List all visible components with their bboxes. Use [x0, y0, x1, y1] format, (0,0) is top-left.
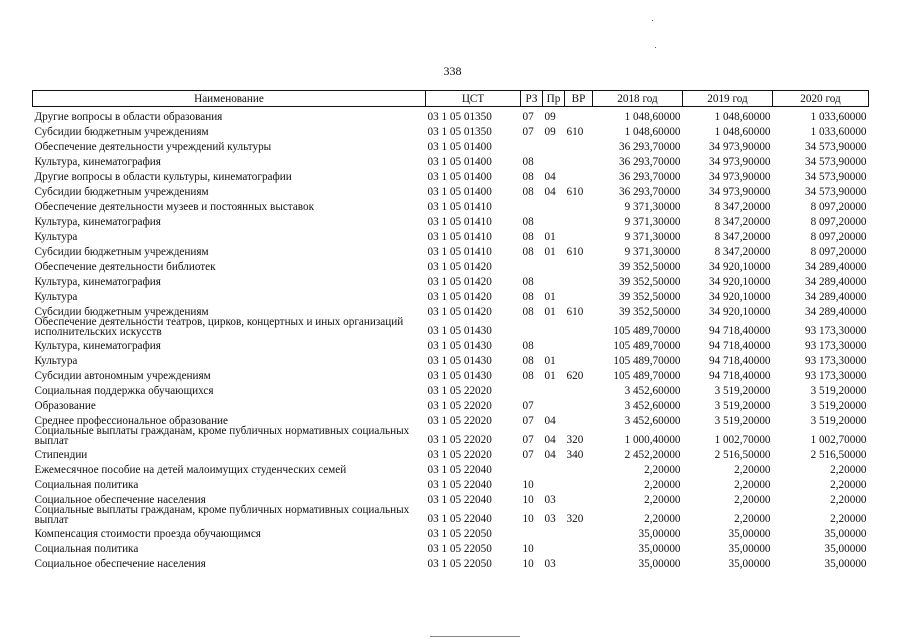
cell-y2019: 34 973,90000 — [708, 141, 771, 153]
header-2019: 2019 год — [683, 91, 773, 107]
cell-y2020: 2 516,50000 — [810, 449, 867, 461]
cell-y2018: 9 371,30000 — [624, 231, 681, 243]
cell-pr — [543, 397, 565, 412]
cell-rz: 08 — [522, 156, 534, 168]
cell-pr: 01 — [544, 306, 556, 318]
table-body — [33, 107, 869, 571]
cell-y2020: 93 173,30000 — [804, 370, 867, 382]
cell-y2020: 34 573,90000 — [804, 141, 867, 153]
cell-cst: 03 1 05 01430 — [427, 355, 492, 367]
cell-y2018: 9 371,30000 — [624, 201, 681, 213]
cell-rz: 10 — [522, 558, 534, 570]
cell-y2019: 34 920,10000 — [708, 291, 771, 303]
cell-vr — [565, 273, 593, 288]
cell-name: Обеспечение деятельности театров, цирков, концертных и иных организаций исполнительских искусств — [34, 316, 404, 338]
cell-y2019: 2,20000 — [734, 479, 771, 491]
table-row — [33, 168, 869, 183]
table-row — [33, 107, 869, 124]
cell-cst: 03 1 05 22040 — [427, 513, 492, 525]
scan-edge-mark — [430, 636, 520, 637]
cell-y2019: 94 718,40000 — [708, 340, 771, 352]
table-row — [33, 183, 869, 198]
cell-vr — [565, 337, 593, 352]
cell-y2020: 1 033,60000 — [810, 126, 867, 138]
cell-name: Ежемесячное пособие на детей малоимущих студенческих семей — [34, 464, 347, 476]
cell-name: Социальная политика — [34, 543, 139, 555]
cell-y2019: 1 048,60000 — [714, 126, 771, 138]
cell-y2019: 1 048,60000 — [714, 111, 771, 123]
cell-name: Субсидии бюджетным учреждениям — [34, 246, 209, 258]
cell-pr: 03 — [544, 494, 556, 506]
cell-cst: 03 1 05 01350 — [427, 126, 492, 138]
cell-rz: 08 — [522, 246, 534, 258]
cell-vr — [565, 318, 593, 337]
cell-y2019: 3 519,20000 — [714, 415, 771, 427]
cell-vr — [565, 555, 593, 570]
cell-y2020: 8 097,20000 — [810, 246, 867, 258]
header-pr: Пр — [543, 91, 565, 107]
cell-cst: 03 1 05 22040 — [427, 494, 492, 506]
cell-vr — [565, 540, 593, 555]
cell-vr — [565, 352, 593, 367]
cell-cst: 03 1 05 01400 — [427, 156, 492, 168]
cell-y2019: 34 920,10000 — [708, 261, 771, 273]
table-row — [33, 382, 869, 397]
cell-rz — [521, 138, 543, 153]
table-row — [33, 243, 869, 258]
cell-name: Культура, кинематография — [34, 156, 161, 168]
cell-y2020: 3 519,20000 — [810, 385, 867, 397]
cell-pr: 04 — [544, 449, 556, 461]
cell-name: Социальные выплаты гражданам, кроме публичных нормативных социальных выплат — [34, 504, 410, 526]
cell-y2019: 2,20000 — [734, 494, 771, 506]
cell-y2018: 2,20000 — [644, 464, 681, 476]
cell-vr: 610 — [566, 186, 584, 198]
table-row — [33, 555, 869, 570]
cell-pr — [543, 213, 565, 228]
cell-name: Социальное обеспечение населения — [34, 558, 206, 570]
cell-pr: 09 — [544, 126, 556, 138]
cell-pr: 03 — [544, 558, 556, 570]
cell-y2020: 2,20000 — [830, 464, 867, 476]
cell-y2018: 3 452,60000 — [624, 415, 681, 427]
cell-y2020: 34 289,40000 — [804, 291, 867, 303]
cell-y2020: 34 573,90000 — [804, 171, 867, 183]
cell-cst: 03 1 05 01420 — [427, 291, 492, 303]
table-row — [33, 337, 869, 352]
cell-name: Компенсация стоимости проезда обучающимся — [34, 528, 261, 540]
header-2018: 2018 год — [593, 91, 683, 107]
cell-y2018: 39 352,50000 — [618, 306, 681, 318]
cell-vr: 610 — [566, 246, 584, 258]
cell-y2018: 36 293,70000 — [618, 171, 681, 183]
cell-y2019: 34 973,90000 — [708, 156, 771, 168]
cell-rz: 08 — [522, 370, 534, 382]
cell-name: Культура, кинематография — [34, 340, 161, 352]
cell-cst: 03 1 05 22020 — [427, 434, 492, 446]
cell-y2019: 8 347,20000 — [714, 216, 771, 228]
cell-pr: 01 — [544, 355, 556, 367]
header-name: Наименование — [33, 91, 426, 107]
cell-y2019: 1 002,70000 — [714, 434, 771, 446]
cell-vr — [565, 476, 593, 491]
cell-vr — [565, 288, 593, 303]
cell-y2020: 3 519,20000 — [810, 415, 867, 427]
cell-name: Культура, кинематография — [34, 216, 161, 228]
cell-y2018: 39 352,50000 — [618, 276, 681, 288]
cell-y2018: 3 452,60000 — [624, 385, 681, 397]
cell-vr — [565, 198, 593, 213]
cell-y2020: 2,20000 — [830, 513, 867, 525]
cell-cst: 03 1 05 01420 — [427, 261, 492, 273]
cell-vr — [565, 153, 593, 168]
budget-table — [32, 90, 869, 570]
cell-name: Субсидии бюджетным учреждениям — [34, 306, 209, 318]
cell-pr: 01 — [544, 246, 556, 258]
cell-pr: 04 — [544, 415, 556, 427]
cell-rz: 08 — [522, 276, 534, 288]
cell-y2018: 9 371,30000 — [624, 216, 681, 228]
cell-y2018: 105 489,70000 — [613, 355, 681, 367]
header-rz: РЗ — [521, 91, 543, 107]
cell-y2018: 2,20000 — [644, 494, 681, 506]
cell-rz: 10 — [522, 494, 534, 506]
cell-cst: 03 1 05 22040 — [427, 479, 492, 491]
cell-rz: 07 — [522, 400, 534, 412]
cell-rz: 10 — [522, 543, 534, 555]
cell-y2018: 1 000,40000 — [624, 434, 681, 446]
cell-name: Другие вопросы в области образования — [34, 111, 223, 123]
table-row — [33, 525, 869, 540]
page-number: 338 — [443, 64, 462, 78]
cell-pr — [543, 273, 565, 288]
cell-rz — [521, 382, 543, 397]
cell-y2018: 9 371,30000 — [624, 246, 681, 258]
cell-rz: 08 — [522, 340, 534, 352]
cell-y2020: 35,00000 — [824, 543, 867, 555]
cell-y2020: 34 573,90000 — [804, 186, 867, 198]
table-row — [33, 427, 869, 446]
cell-name: Образование — [34, 400, 96, 412]
cell-y2020: 34 289,40000 — [804, 261, 867, 273]
cell-vr — [565, 412, 593, 427]
cell-pr: 04 — [544, 186, 556, 198]
table-row — [33, 446, 869, 461]
cell-y2018: 105 489,70000 — [613, 325, 681, 337]
cell-vr — [565, 228, 593, 243]
cell-vr — [565, 138, 593, 153]
cell-cst: 03 1 05 01410 — [427, 231, 492, 243]
cell-cst: 03 1 05 01400 — [427, 186, 492, 198]
header-vr: ВР — [565, 91, 593, 107]
cell-y2018: 35,00000 — [638, 528, 681, 540]
cell-cst: 03 1 05 01430 — [427, 370, 492, 382]
cell-y2019: 94 718,40000 — [708, 355, 771, 367]
cell-name: Обеспечение деятельности учреждений культуры — [34, 141, 272, 153]
cell-cst: 03 1 05 22050 — [427, 543, 492, 555]
cell-vr — [565, 461, 593, 476]
cell-y2019: 8 347,20000 — [714, 231, 771, 243]
cell-pr — [543, 382, 565, 397]
cell-vr: 610 — [566, 306, 584, 318]
cell-y2018: 3 452,60000 — [624, 400, 681, 412]
cell-name: Субсидии автономным учреждениям — [34, 370, 211, 382]
cell-y2018: 35,00000 — [638, 558, 681, 570]
cell-y2019: 35,00000 — [728, 543, 771, 555]
cell-rz: 08 — [522, 231, 534, 243]
cell-y2018: 105 489,70000 — [613, 340, 681, 352]
cell-rz: 07 — [522, 111, 534, 123]
cell-cst: 03 1 05 22020 — [427, 415, 492, 427]
table-header-row — [33, 91, 869, 107]
cell-name: Культура, кинематография — [34, 276, 161, 288]
cell-pr — [543, 476, 565, 491]
cell-y2020: 93 173,30000 — [804, 325, 867, 337]
cell-vr — [565, 258, 593, 273]
cell-name: Культура — [34, 231, 78, 243]
cell-y2020: 35,00000 — [824, 558, 867, 570]
cell-pr — [543, 540, 565, 555]
cell-vr — [565, 382, 593, 397]
cell-pr: 04 — [544, 434, 556, 446]
cell-y2018: 36 293,70000 — [618, 186, 681, 198]
cell-pr: 04 — [544, 171, 556, 183]
cell-y2020: 2,20000 — [830, 479, 867, 491]
cell-name: Культура — [34, 355, 78, 367]
cell-y2018: 2,20000 — [644, 513, 681, 525]
cell-y2019: 94 718,40000 — [708, 325, 771, 337]
cell-vr — [565, 168, 593, 183]
cell-y2020: 34 289,40000 — [804, 306, 867, 318]
cell-y2019: 2,20000 — [734, 513, 771, 525]
cell-name: Обеспечение деятельности библиотек — [34, 261, 216, 273]
cell-name: Культура — [34, 291, 78, 303]
cell-y2020: 1 033,60000 — [810, 111, 867, 123]
cell-rz: 10 — [522, 479, 534, 491]
cell-cst: 03 1 05 22020 — [427, 449, 492, 461]
cell-cst: 03 1 05 01410 — [427, 216, 492, 228]
cell-rz: 08 — [522, 171, 534, 183]
cell-rz: 07 — [522, 415, 534, 427]
cell-vr — [565, 107, 593, 124]
cell-y2020: 1 002,70000 — [810, 434, 867, 446]
cell-name: Стипендии — [34, 449, 88, 461]
cell-rz: 10 — [522, 513, 534, 525]
cell-cst: 03 1 05 01350 — [427, 111, 492, 123]
table-row — [33, 397, 869, 412]
cell-vr: 620 — [566, 370, 584, 382]
cell-y2018: 105 489,70000 — [613, 370, 681, 382]
cell-y2020: 2,20000 — [830, 494, 867, 506]
cell-rz: 07 — [522, 449, 534, 461]
cell-pr — [543, 318, 565, 337]
table-row — [33, 228, 869, 243]
cell-y2018: 1 048,60000 — [624, 111, 681, 123]
cell-y2019: 94 718,40000 — [708, 370, 771, 382]
cell-y2020: 8 097,20000 — [810, 231, 867, 243]
cell-y2019: 34 920,10000 — [708, 276, 771, 288]
cell-y2018: 2,20000 — [644, 479, 681, 491]
cell-y2019: 2 516,50000 — [714, 449, 771, 461]
cell-cst: 03 1 05 22020 — [427, 385, 492, 397]
cell-cst: 03 1 05 01400 — [427, 171, 492, 183]
cell-cst: 03 1 05 01410 — [427, 201, 492, 213]
cell-y2018: 35,00000 — [638, 543, 681, 555]
cell-cst: 03 1 05 01400 — [427, 141, 492, 153]
table-row — [33, 138, 869, 153]
table-row — [33, 318, 869, 337]
cell-name: Другие вопросы в области культуры, кинематографии — [34, 171, 292, 183]
cell-vr — [565, 397, 593, 412]
cell-vr — [565, 491, 593, 506]
table-row — [33, 506, 869, 525]
cell-vr: 610 — [566, 126, 584, 138]
cell-y2018: 2 452,20000 — [624, 449, 681, 461]
cell-rz: 08 — [522, 306, 534, 318]
cell-y2020: 34 289,40000 — [804, 276, 867, 288]
cell-rz: 07 — [522, 434, 534, 446]
cell-y2020: 34 573,90000 — [804, 156, 867, 168]
cell-cst: 03 1 05 01410 — [427, 246, 492, 258]
cell-vr: 320 — [566, 434, 584, 446]
cell-vr — [565, 525, 593, 540]
cell-pr — [543, 461, 565, 476]
cell-y2019: 34 920,10000 — [708, 306, 771, 318]
cell-pr: 01 — [544, 291, 556, 303]
cell-pr — [543, 198, 565, 213]
table-row — [33, 153, 869, 168]
cell-y2020: 8 097,20000 — [810, 216, 867, 228]
cell-rz — [521, 258, 543, 273]
cell-y2018: 39 352,50000 — [618, 291, 681, 303]
cell-pr: 09 — [544, 111, 556, 123]
cell-cst: 03 1 05 22020 — [427, 400, 492, 412]
cell-vr: 340 — [566, 449, 584, 461]
cell-y2018: 36 293,70000 — [618, 141, 681, 153]
cell-name: Обеспечение деятельности музеев и постоянных выставок — [34, 201, 315, 213]
cell-y2019: 34 973,90000 — [708, 186, 771, 198]
cell-y2020: 93 173,30000 — [804, 340, 867, 352]
cell-vr — [565, 213, 593, 228]
cell-y2019: 3 519,20000 — [714, 385, 771, 397]
cell-name: Субсидии бюджетным учреждениям — [34, 186, 209, 198]
cell-cst: 03 1 05 22040 — [427, 464, 492, 476]
cell-cst: 03 1 05 22050 — [427, 558, 492, 570]
cell-y2020: 8 097,20000 — [810, 201, 867, 213]
cell-rz — [521, 318, 543, 337]
table-row — [33, 476, 869, 491]
cell-pr — [543, 153, 565, 168]
cell-y2019: 34 973,90000 — [708, 171, 771, 183]
cell-rz: 08 — [522, 355, 534, 367]
cell-rz — [521, 198, 543, 213]
cell-y2020: 93 173,30000 — [804, 355, 867, 367]
cell-cst: 03 1 05 22050 — [427, 528, 492, 540]
table-row — [33, 273, 869, 288]
cell-y2020: 3 519,20000 — [810, 400, 867, 412]
table-row — [33, 288, 869, 303]
cell-pr — [543, 138, 565, 153]
cell-rz: 08 — [522, 291, 534, 303]
cell-name: Социальное обеспечение населения — [34, 494, 206, 506]
cell-pr — [543, 337, 565, 352]
cell-pr: 01 — [544, 370, 556, 382]
cell-y2019: 8 347,20000 — [714, 201, 771, 213]
cell-rz: 08 — [522, 216, 534, 228]
cell-rz — [521, 461, 543, 476]
cell-rz: 08 — [522, 186, 534, 198]
table-row — [33, 540, 869, 555]
cell-vr: 320 — [566, 513, 584, 525]
cell-cst: 03 1 05 01430 — [427, 325, 492, 337]
cell-rz: 07 — [522, 126, 534, 138]
cell-y2019: 3 519,20000 — [714, 400, 771, 412]
cell-y2020: 35,00000 — [824, 528, 867, 540]
cell-pr: 03 — [544, 513, 556, 525]
cell-pr — [543, 258, 565, 273]
scan-speck — [652, 20, 653, 21]
cell-cst: 03 1 05 01420 — [427, 306, 492, 318]
cell-name: Среднее профессиональное образование — [34, 415, 229, 427]
cell-y2019: 2,20000 — [734, 464, 771, 476]
cell-cst: 03 1 05 01430 — [427, 340, 492, 352]
cell-name: Социальная политика — [34, 479, 139, 491]
scan-speck — [655, 47, 656, 48]
table-row — [33, 123, 869, 138]
cell-cst: 03 1 05 01420 — [427, 276, 492, 288]
cell-y2018: 1 048,60000 — [624, 126, 681, 138]
header-cst: ЦСТ — [426, 91, 521, 107]
cell-name: Социальные выплаты гражданам, кроме публичных нормативных социальных выплат — [34, 425, 410, 447]
table-row — [33, 367, 869, 382]
table-row — [33, 198, 869, 213]
cell-y2019: 8 347,20000 — [714, 246, 771, 258]
table-row — [33, 258, 869, 273]
cell-y2019: 35,00000 — [728, 528, 771, 540]
header-2020: 2020 год — [773, 91, 869, 107]
table-row — [33, 213, 869, 228]
table-row — [33, 352, 869, 367]
cell-name: Социальная поддержка обучающихся — [34, 385, 214, 397]
cell-rz — [521, 525, 543, 540]
table-row — [33, 461, 869, 476]
cell-pr — [543, 525, 565, 540]
cell-name: Субсидии бюджетным учреждениям — [34, 126, 209, 138]
cell-pr: 01 — [544, 231, 556, 243]
cell-y2018: 39 352,50000 — [618, 261, 681, 273]
cell-y2018: 36 293,70000 — [618, 156, 681, 168]
cell-y2019: 35,00000 — [728, 558, 771, 570]
